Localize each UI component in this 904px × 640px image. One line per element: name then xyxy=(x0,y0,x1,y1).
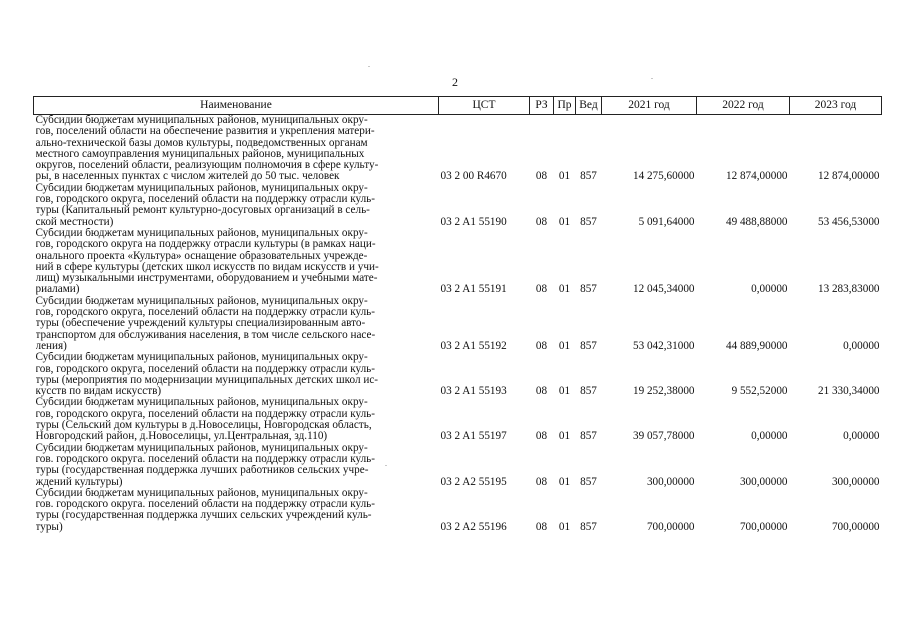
amount-2021-cell: 12 045,34000 xyxy=(632,283,695,296)
rz-cell: 08 xyxy=(535,430,548,443)
amount-2023-cell: 700,00000 xyxy=(831,520,880,533)
amount-2022-cell: 49 488,88000 xyxy=(725,215,788,228)
amount-2022-cell: 9 552,52000 xyxy=(731,385,788,398)
ved-cell: 857 xyxy=(580,283,597,296)
pr-cell: 01 xyxy=(558,283,571,296)
table-row xyxy=(34,397,882,442)
rz-cell: 08 xyxy=(535,475,548,488)
name-line: ры, в населенных пунктах с числом жителей до 50 тыс. человек xyxy=(35,171,340,183)
row-name-cell xyxy=(34,488,439,533)
rz-cell: 08 xyxy=(535,520,548,533)
column-header: Наименование xyxy=(34,97,439,115)
row-name-cell xyxy=(34,397,439,442)
cst-cell: 03 2 00 R4670 xyxy=(440,170,507,183)
amount-2021-cell: 5 091,64000 xyxy=(638,215,695,228)
cst-cell: 03 2 A2 55195 xyxy=(440,475,507,488)
name-line: туры) xyxy=(35,521,63,533)
amount-2021-cell: 39 057,78000 xyxy=(632,430,695,443)
amount-2023-cell: 13 283,83000 xyxy=(817,283,880,296)
table-row xyxy=(34,228,882,296)
ved-cell: 857 xyxy=(580,215,597,228)
rz-cell: 08 xyxy=(535,283,548,296)
name-line: гов, городского округа, поселений области на поддержку отрасли куль- xyxy=(35,307,376,319)
table-header-row xyxy=(34,97,882,115)
amount-2022-cell: 0,00000 xyxy=(751,283,788,296)
table-row xyxy=(34,296,882,352)
name-line: риалами) xyxy=(35,284,80,296)
name-line: гов. городского округа. поселений области на поддержку отрасли куль- xyxy=(35,453,376,465)
amount-2022-cell: 700,00000 xyxy=(739,520,788,533)
column-header: 2023 год xyxy=(790,97,882,115)
row-name-cell xyxy=(34,115,439,183)
name-line: Субсидии бюджетам муниципальных районов, муниципальных окру- xyxy=(35,352,368,364)
budget-table xyxy=(33,96,882,533)
name-line: округов, поселений области, реализующим полномочия в сфере культу- xyxy=(35,160,379,172)
pr-cell: 01 xyxy=(558,520,571,533)
ved-cell: 857 xyxy=(580,339,597,352)
amount-2023-cell: 0,00000 xyxy=(843,430,880,443)
table-row xyxy=(34,115,882,183)
row-name-cell xyxy=(34,352,439,397)
rz-cell: 08 xyxy=(535,170,548,183)
ved-cell: 857 xyxy=(580,520,597,533)
name-line: ской местности) xyxy=(35,216,114,228)
amount-2022-cell: 12 874,00000 xyxy=(725,170,788,183)
table-row xyxy=(34,443,882,488)
amount-2021-cell: 14 275,60000 xyxy=(632,170,695,183)
amount-2023-cell: 0,00000 xyxy=(843,339,880,352)
column-header: Вед xyxy=(576,97,602,115)
name-line: гов, поселений области на обеспечение развития и укрепления матери- xyxy=(35,126,375,138)
name-line: туры (мероприятия по модернизации муниципальных детских школ ис- xyxy=(35,374,379,386)
column-header: ЦСТ xyxy=(439,97,530,115)
ved-cell: 857 xyxy=(580,475,597,488)
pr-cell: 01 xyxy=(558,475,571,488)
scan-speck xyxy=(368,66,370,67)
name-line: Субсидии бюджетам муниципальных районов, муниципальных окру- xyxy=(35,397,368,409)
column-header: Пр xyxy=(554,97,576,115)
row-name-cell xyxy=(34,228,439,296)
name-line: ждений культуры) xyxy=(35,476,123,488)
column-header: 2021 год xyxy=(602,97,697,115)
name-line: лищ) музыкальными инструментами, оборудованием и учебными мате- xyxy=(35,273,378,285)
amount-2022-cell: 44 889,90000 xyxy=(725,339,788,352)
name-line: ально-технической базы домов культуры, подведомственных органам xyxy=(35,137,368,149)
cst-cell: 03 2 A1 55193 xyxy=(440,385,507,398)
cst-cell: 03 2 A1 55190 xyxy=(440,215,507,228)
amount-2023-cell: 300,00000 xyxy=(831,475,880,488)
name-line: онального проекта «Культура» оснащение образовательных учрежде- xyxy=(35,250,368,262)
cst-cell: 03 2 A1 55191 xyxy=(440,283,507,296)
page-number: 2 xyxy=(452,75,458,89)
scan-speck xyxy=(651,78,653,79)
cst-cell: 03 2 A1 55192 xyxy=(440,339,507,352)
pr-cell: 01 xyxy=(558,170,571,183)
amount-2021-cell: 700,00000 xyxy=(646,520,695,533)
table-row xyxy=(34,352,882,397)
name-line: гов, городского округа на поддержку отрасли культуры (в рамках наци- xyxy=(35,239,376,251)
cst-cell: 03 2 A1 55197 xyxy=(440,430,507,443)
amount-2022-cell: 300,00000 xyxy=(739,475,788,488)
name-line: Субсидии бюджетам муниципальных районов, муниципальных окру- xyxy=(35,487,368,499)
name-line: Субсидии бюджетам муниципальных районов, муниципальных окру- xyxy=(35,115,368,126)
amount-2021-cell: 53 042,31000 xyxy=(632,339,695,352)
rz-cell: 08 xyxy=(535,385,548,398)
ved-cell: 857 xyxy=(580,430,597,443)
pr-cell: 01 xyxy=(558,385,571,398)
name-line: кусств по видам искусств) xyxy=(35,386,162,398)
row-name-cell xyxy=(34,183,439,228)
row-name-cell xyxy=(34,443,439,488)
name-line: гов, городского округа, поселений области на поддержку отрасли куль- xyxy=(35,194,376,206)
table-row xyxy=(34,183,882,228)
name-line: Субсидии бюджетам муниципальных районов, муниципальных окру- xyxy=(35,295,368,307)
name-line: ления) xyxy=(35,340,67,352)
amount-2021-cell: 19 252,38000 xyxy=(632,385,695,398)
pr-cell: 01 xyxy=(558,430,571,443)
column-header: РЗ xyxy=(530,97,554,115)
cst-cell: 03 2 A2 55196 xyxy=(440,520,507,533)
name-line: Субсидии бюджетам муниципальных районов, муниципальных окру- xyxy=(35,182,368,194)
name-line: туры (государственная поддержка лучших сельских учреждений куль- xyxy=(35,510,372,522)
pr-cell: 01 xyxy=(558,339,571,352)
name-line: гов, городского округа, поселений области на поддержку отрасли куль- xyxy=(35,408,376,420)
amount-2022-cell: 0,00000 xyxy=(751,430,788,443)
column-header: 2022 год xyxy=(697,97,790,115)
name-line: местного самоуправления муниципальных районов, муниципальных xyxy=(35,148,365,160)
row-name-cell xyxy=(34,296,439,352)
amount-2023-cell: 53 456,53000 xyxy=(817,215,880,228)
name-line: ний в сфере культуры (детских школ искусств по видам искусств и учи- xyxy=(35,261,379,273)
amount-2021-cell: 300,00000 xyxy=(646,475,695,488)
rz-cell: 08 xyxy=(535,339,548,352)
name-line: туры (обеспечение учреждений культуры специализированным авто- xyxy=(35,318,366,330)
name-line: Новгородский район, д.Новоселицы, ул.Центральная, зд.110) xyxy=(35,431,328,443)
ved-cell: 857 xyxy=(580,385,597,398)
name-line: туры (государственная поддержка лучших работников сельских учре- xyxy=(35,465,369,477)
name-line: Субсидии бюджетам муниципальных районов, муниципальных окру- xyxy=(35,442,368,454)
name-line: туры (Капитальный ремонт культурно-досуговых организаций в сель- xyxy=(35,205,370,217)
pr-cell: 01 xyxy=(558,215,571,228)
amount-2023-cell: 21 330,34000 xyxy=(817,385,880,398)
table-row xyxy=(34,488,882,533)
name-line: гов, городского округа, поселений области на поддержку отрасли куль- xyxy=(35,363,376,375)
ved-cell: 857 xyxy=(580,170,597,183)
amount-2023-cell: 12 874,00000 xyxy=(817,170,880,183)
name-line: туры (Сельский дом культуры в д.Новоселицы, Новгородская область, xyxy=(35,420,372,432)
name-line: гов. городского округа. поселений области на поддержку отрасли куль- xyxy=(35,499,376,511)
rz-cell: 08 xyxy=(535,215,548,228)
name-line: Субсидии бюджетам муниципальных районов, муниципальных окру- xyxy=(35,227,368,239)
name-line: транспортом для обслуживания населения, в том числе сельского насе- xyxy=(35,329,376,341)
